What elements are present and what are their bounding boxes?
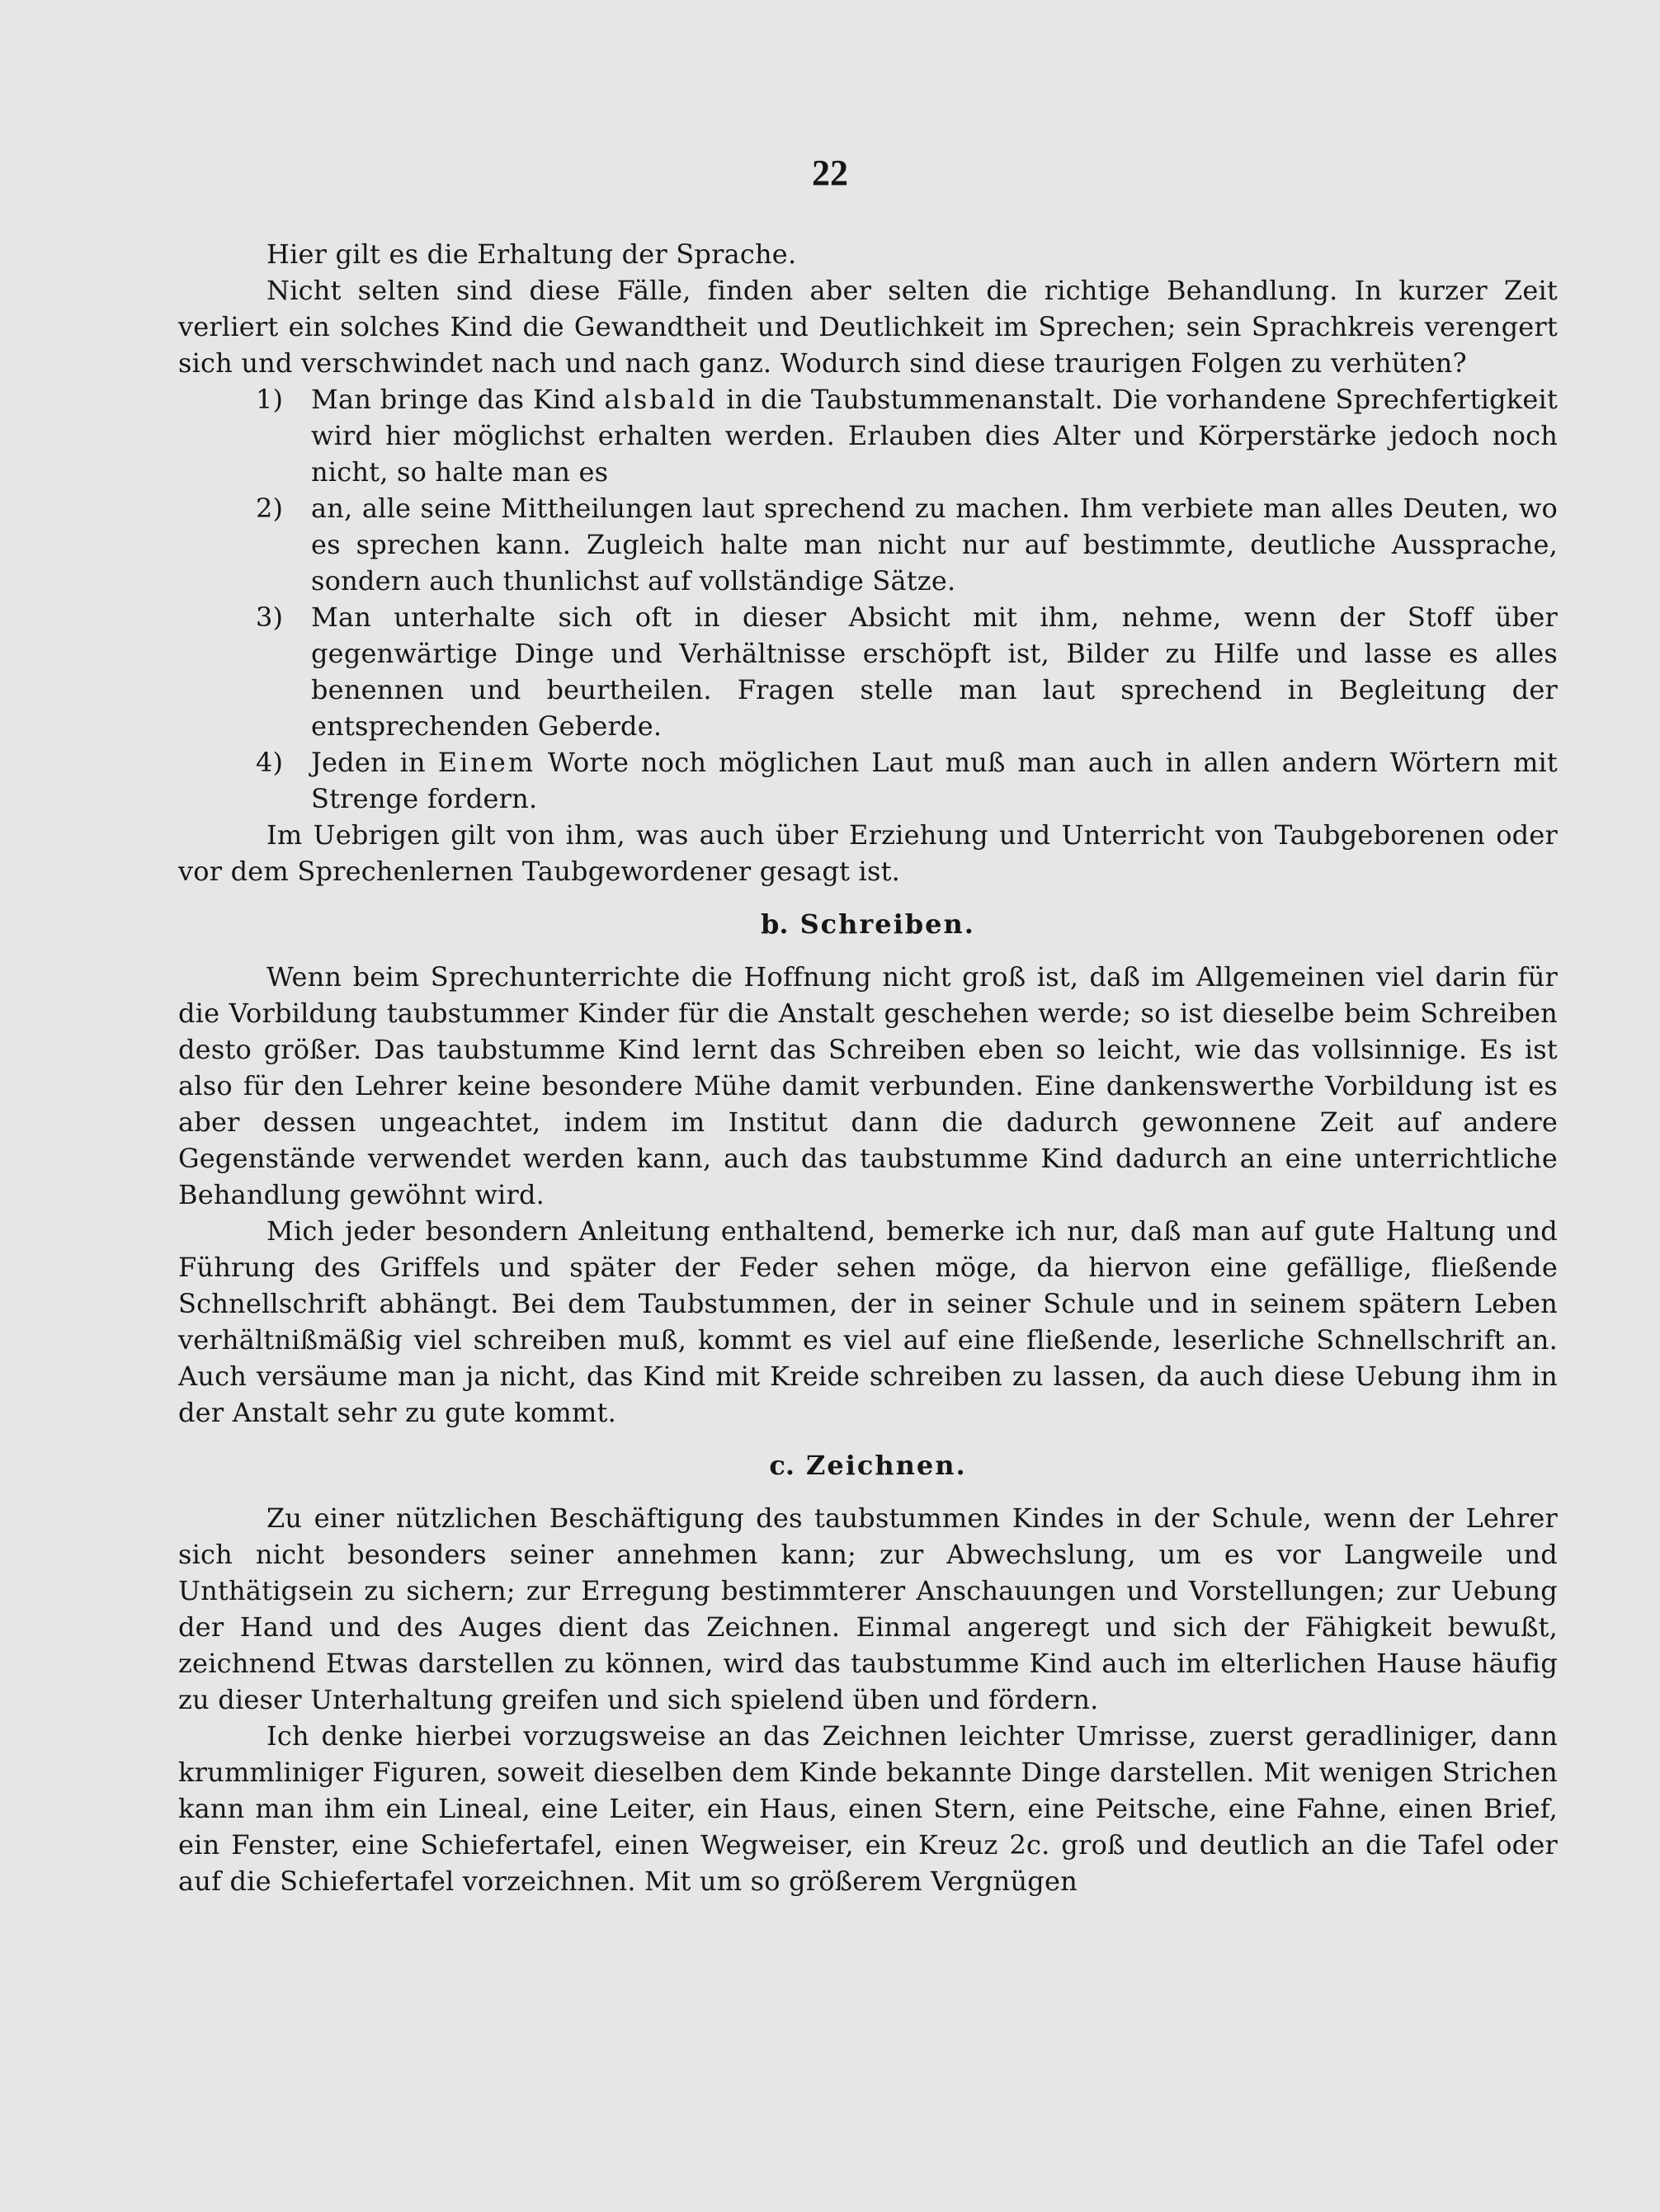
list-item-text: Man bringe das Kind (311, 384, 605, 415)
paragraph-6: Zu einer nützlichen Beschäftigung des taubstummen Kindes in der Schule, wenn der Lehrer sich nicht besonders seiner annehmen kann; zur Abwechslung, um es vor Langweile und Unthätigsein zu sichern; zur Erregung bestimmterer Anschauungen und Vorstellungen; zur Uebung der Hand und des Auges dient das Zeichnen. Einmal angeregt und sich der Fähigkeit bewußt, zeichnend Etwas darstellen zu können, wird das taubstumme Kind auch im elterlichen Hause häufig zu dieser Unterhaltung greifen und sich spielend üben und fördern. (178, 1502, 1558, 1715)
emphasized-word: Einem (437, 747, 536, 778)
section-title: Zeichnen. (805, 1450, 967, 1481)
section-heading-b (178, 906, 1558, 942)
list-item-text: Jeden in (311, 747, 438, 778)
section-label: c. (769, 1450, 795, 1481)
list-item-1 (178, 381, 1558, 490)
paragraph-7: Ich denke hierbei vorzugsweise an das Zeichnen leichter Umrisse, zuerst geradliniger, dann krummliniger Figuren, soweit dieselben dem Kinde bekannte Dinge darstellen. Mit wenigen Strichen kann man ihm ein Lineal, eine Leiter, ein Haus, einen Stern, eine Peitsche, eine Fahne, einen Brief, ein Fenster, eine Schiefertafel, einen Wegweiser, ein Kreuz 2c. groß und deutlich an die Tafel oder auf die Schiefertafel vorzeichnen. Mit um so größerem Vergnügen (178, 1720, 1558, 1897)
page-body (178, 236, 1558, 1899)
emphasized-word: alsbald (604, 384, 718, 415)
list-item-2 (178, 490, 1558, 599)
paragraph-5: Mich jeder besondern Anleitung enthaltend, bemerke ich nur, daß man auf gute Haltung und Führung des Griffels und später der Feder sehen möge, da hiervon eine gefällige, fließende Schnellschrift abhängt. Bei dem Taubstummen, der in seiner Schule und in seinem spätern Leben verhältnißmäßig viel schreiben muß, kommt es viel auf eine fließende, leserliche Schnellschrift an. Auch versäume man ja nicht, das Kind mit Kreide schreiben zu lassen, da auch diese Uebung ihm in der Anstalt sehr zu gute kommt. (178, 1215, 1558, 1428)
list-item-number: 2) (256, 493, 284, 524)
list-item-number: 4) (256, 747, 284, 778)
paragraph-1: Hier gilt es die Erhaltung der Sprache. (266, 238, 797, 270)
list-item-4 (178, 744, 1558, 817)
list-item-text: in die Taubstummenanstalt. Die vorhandene Sprechfertigkeit wird hier möglichst erhalten werden. Erlauben dies Alter und Körperstärke jedoch noch nicht, so halte man es (311, 384, 1558, 488)
section-label: b. (761, 908, 789, 940)
list-item-number: 1) (256, 384, 284, 415)
paragraph-2: Nicht selten sind diese Fälle, finden aber selten die richtige Behandlung. In kurzer Zeit verliert ein solches Kind die Gewandtheit und Deutlichkeit im Sprechen; sein Sprachkreis verengert sich und verschwindet nach und nach ganz. Wodurch sind diese traurigen Folgen zu verhüten? (178, 275, 1558, 379)
list-item-number: 3) (256, 601, 284, 633)
list-item-3 (178, 599, 1558, 744)
paragraph-4: Wenn beim Sprechunterrichte die Hoffnung nicht groß ist, daß im Allgemeinen viel darin für die Vorbildung taubstummer Kinder für die Anstalt geschehen werde; so ist dieselbe beim Schreiben desto größer. Das taubstumme Kind lernt das Schreiben eben so leicht, wie das vollsinnige. Es ist also für den Lehrer keine besondere Mühe damit verbunden. Eine dankenswerthe Vorbildung ist es aber dessen ungeachtet, indem im Institut dann die dadurch gewonnene Zeit auf andere Gegenstände verwendet werden kann, auch das taubstumme Kind dadurch an eine unterrichtliche Behandlung gewöhnt wird. (178, 961, 1558, 1210)
list-item-text: an, alle seine Mittheilungen laut sprechend zu machen. Ihm verbiete man alles Deuten, wo es sprechen kann. Zugleich halte man nicht nur auf bestimmte, deutliche Aussprache, sondern auch thunlichst auf vollständige Sätze. (311, 493, 1558, 597)
list-item-text: Worte noch möglichen Laut muß man auch in allen andern Wörtern mit Strenge fordern. (311, 747, 1558, 814)
page-number: 22 (812, 153, 848, 193)
section-heading-c (178, 1447, 1558, 1483)
paragraph-3: Im Uebrigen gilt von ihm, was auch über Erziehung und Unterricht von Taubgeborenen oder vor dem Sprechenlernen Taubgewordener gesagt ist. (178, 819, 1558, 887)
section-title: Schreiben. (799, 908, 975, 940)
list-item-text: Man unterhalte sich oft in dieser Absicht mit ihm, nehme, wenn der Stoff über gegenwärtige Dinge und Verhältnisse erschöpft ist, Bilder zu Hilfe und lasse es alles benennen und beurtheilen. Fragen stelle man laut sprechend in Begleitung der entsprechenden Geberde. (311, 601, 1558, 742)
